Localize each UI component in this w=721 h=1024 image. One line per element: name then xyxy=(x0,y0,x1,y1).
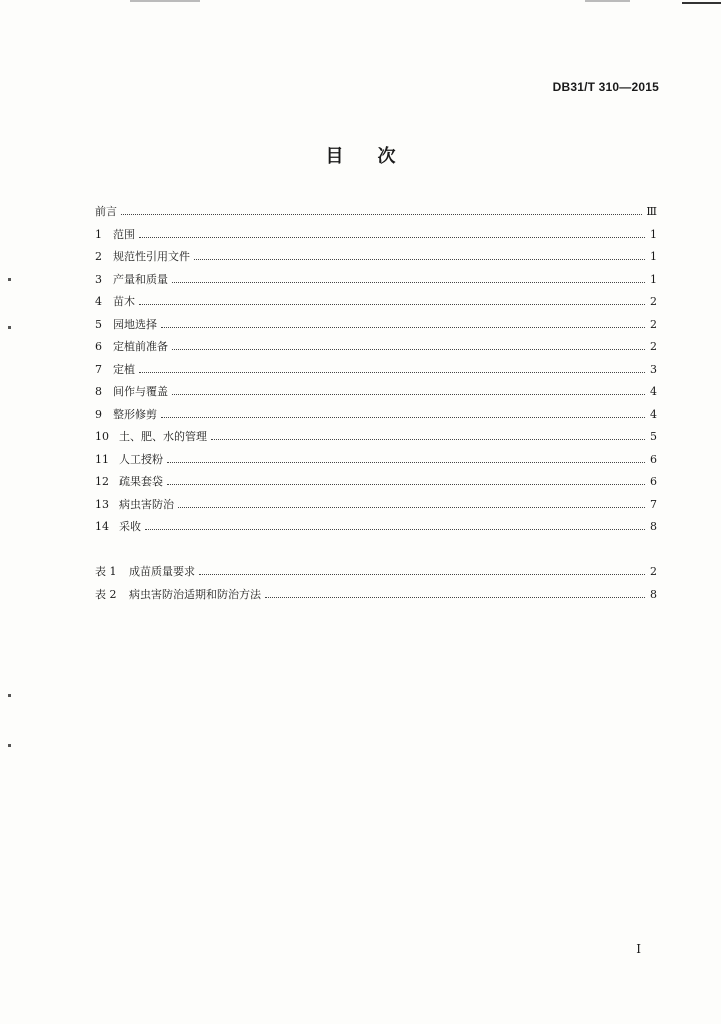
toc-entry[interactable] xyxy=(95,518,657,541)
toc-entry-number: 7 xyxy=(95,362,102,376)
toc-entry-page: 2 xyxy=(650,340,657,353)
toc-entry-number: 9 xyxy=(95,407,102,421)
toc-entry[interactable] xyxy=(95,361,657,384)
toc-entry[interactable] xyxy=(95,316,657,339)
toc-entry-label: 定植前准备 xyxy=(113,340,168,353)
scan-mark xyxy=(8,694,11,697)
toc-entry-foreword[interactable] xyxy=(95,203,657,226)
scan-mark xyxy=(130,0,200,2)
table-entry[interactable] xyxy=(95,586,657,609)
toc-entry-number: 2 xyxy=(95,250,102,263)
toc-entry-number: 6 xyxy=(95,340,102,353)
table-of-contents xyxy=(95,203,657,541)
toc-entry[interactable] xyxy=(95,406,657,429)
toc-entry-label: 疏果套袋 xyxy=(119,475,163,488)
toc-entry-page: Ⅲ xyxy=(646,205,657,218)
scan-mark xyxy=(682,2,721,4)
page-title: 目次 xyxy=(325,146,430,167)
table-entry-prefix: 表 2 xyxy=(95,587,117,601)
toc-entry-page: 3 xyxy=(650,362,657,376)
toc-entry-page: 1 xyxy=(650,272,657,286)
dot-leader xyxy=(199,573,645,575)
toc-entry[interactable] xyxy=(95,293,657,316)
toc-entry-page: 7 xyxy=(650,497,657,511)
table-entry-page: 2 xyxy=(650,565,657,578)
toc-entry-number: 5 xyxy=(95,317,102,331)
toc-entry-number: 3 xyxy=(95,272,102,286)
toc-entry[interactable] xyxy=(95,338,657,361)
toc-entry-page: 2 xyxy=(650,317,657,331)
list-of-tables xyxy=(95,563,657,608)
toc-entry[interactable] xyxy=(95,271,657,294)
dot-leader xyxy=(211,438,645,440)
page-number: I xyxy=(636,942,641,956)
scan-mark xyxy=(585,0,630,2)
dot-leader xyxy=(172,393,645,395)
dot-leader xyxy=(139,303,645,305)
toc-entry-number: 11 xyxy=(95,452,109,466)
toc-entry-label: 规范性引用文件 xyxy=(113,250,190,263)
toc-entry-page: 4 xyxy=(650,407,657,421)
toc-entry-number: 13 xyxy=(95,497,109,511)
toc-entry[interactable] xyxy=(95,383,657,406)
table-entry-prefix: 表 1 xyxy=(95,565,117,578)
scan-mark xyxy=(8,744,11,747)
dot-leader xyxy=(121,213,642,215)
toc-entry-label: 间作与覆盖 xyxy=(113,385,168,398)
dot-leader xyxy=(167,483,645,485)
dot-leader xyxy=(161,416,645,418)
toc-entry[interactable] xyxy=(95,248,657,271)
dot-leader xyxy=(194,258,645,260)
table-entry-label: 病虫害防治适期和防治方法 xyxy=(129,587,261,601)
toc-entry[interactable] xyxy=(95,428,657,451)
toc-entry-number: 14 xyxy=(95,520,109,533)
dot-leader xyxy=(167,461,645,463)
scan-mark xyxy=(8,278,11,281)
toc-entry-page: 4 xyxy=(650,385,657,398)
toc-entry-number: 12 xyxy=(95,475,109,488)
toc-entry-label: 土、肥、水的管理 xyxy=(119,430,207,443)
document-code: DB31/T 310—2015 xyxy=(552,80,659,94)
toc-entry-page: 6 xyxy=(650,475,657,488)
dot-leader xyxy=(265,596,645,598)
dot-leader xyxy=(145,528,645,530)
dot-leader xyxy=(139,371,645,373)
toc-entry-page: 1 xyxy=(650,227,657,241)
toc-entry-label: 范围 xyxy=(113,227,135,241)
dot-leader xyxy=(172,348,645,350)
toc-entry[interactable] xyxy=(95,473,657,496)
scan-mark xyxy=(8,326,11,329)
dot-leader xyxy=(161,326,645,328)
toc-entry-label: 整形修剪 xyxy=(113,407,157,421)
toc-entry-page: 6 xyxy=(650,452,657,466)
toc-entry-label: 前言 xyxy=(95,205,117,218)
toc-entry-label: 采收 xyxy=(119,520,141,533)
toc-entry-page: 8 xyxy=(650,520,657,533)
toc-entry-number: 10 xyxy=(95,430,109,443)
toc-entry-number: 4 xyxy=(95,295,102,308)
toc-entry-label: 病虫害防治 xyxy=(119,497,174,511)
toc-entry-label: 苗木 xyxy=(113,295,135,308)
dot-leader xyxy=(172,281,645,283)
table-entry-label: 成苗质量要求 xyxy=(129,565,195,578)
toc-entry-number: 1 xyxy=(95,227,102,241)
table-entry[interactable] xyxy=(95,563,657,586)
table-entry-page: 8 xyxy=(650,587,657,601)
toc-entry-label: 定植 xyxy=(113,362,135,376)
toc-entry-page: 1 xyxy=(650,250,657,263)
toc-entry[interactable] xyxy=(95,451,657,474)
toc-entry-label: 产量和质量 xyxy=(113,272,168,286)
toc-entry-number: 8 xyxy=(95,385,102,398)
toc-entry[interactable] xyxy=(95,496,657,519)
dot-leader xyxy=(139,236,645,238)
toc-entry-page: 5 xyxy=(650,430,657,443)
toc-entry-page: 2 xyxy=(650,295,657,308)
toc-entry[interactable] xyxy=(95,226,657,249)
dot-leader xyxy=(178,506,645,508)
toc-entry-label: 人工授粉 xyxy=(119,452,163,466)
toc-entry-label: 园地选择 xyxy=(113,317,157,331)
